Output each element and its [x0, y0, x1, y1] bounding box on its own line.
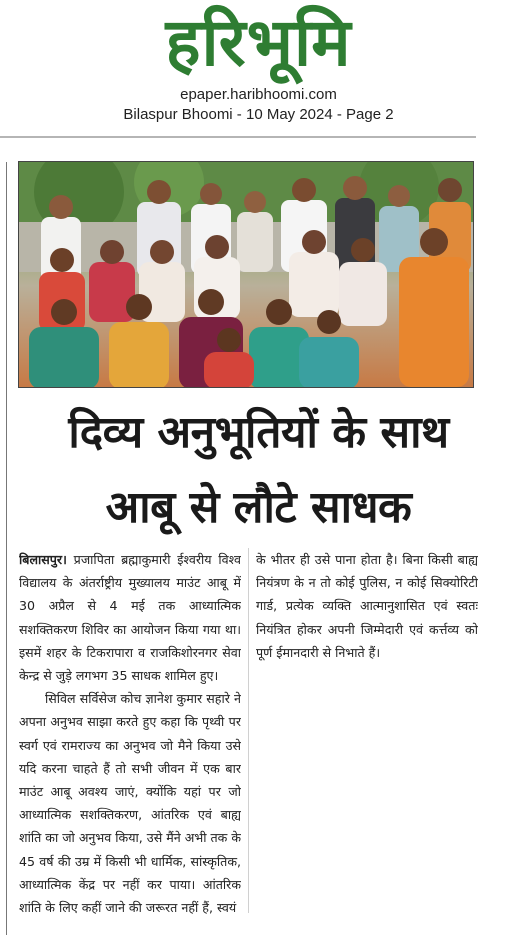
masthead	[0, 0, 517, 140]
dateline: बिलासपुर।	[19, 552, 67, 567]
paragraph-2: सिविल सर्विसेज कोच ज्ञानेश कुमार सहारे ने अपना अनुभव साझा करते हुए कहा कि पृथ्वी पर स्वर्ग एवं रामराज्य का अनुभव जो मैने किया उसे यदि करना चाहते हैं तो सभी जीवन में एक बार माउंट आबू अवश्य जाएं, क्योंकि यहां पर जो आध्यात्मिक सशक्तिकरण, आंतरिक एवं बाह्य शांति का जो अनुभव किया, उसे मैंने अभी तक के 45 वर्ष की उम्र में किसी भी धार्मिक, सांस्कृतिक, आध्यात्मिक केंद्र पर नहीं कर पाया। आंतरिक शांति के लिए कहीं जाने की जरूरत नहीं हैं, स्वयं	[19, 691, 241, 916]
paragraph-2-continued: के भीतर ही उसे पाना होता है। बिना किसी बाह्य नियंत्रण के न तो कोई पुलिस, न कोई सिक्योरिटी गार्ड, प्रत्येक व्यक्ति आत्मानुशासित एवं स्वतः नियंत्रित होकर अपनी जिम्मेदारी एवं कर्त्तव्य को पूर्ण ईमानदारी से निभाते हैं।	[256, 552, 478, 660]
paragraph-1	[19, 548, 241, 687]
column-divider	[248, 548, 249, 913]
article-column-right	[256, 548, 478, 920]
page-border	[6, 162, 7, 935]
edition-line: Bilaspur Bhoomi - 10 May 2024 - Page 2	[123, 106, 394, 123]
masthead-divider	[0, 136, 476, 138]
site-url: epaper.haribhoomi.com	[180, 86, 337, 103]
group-photo-illustration	[19, 162, 474, 388]
headline-line-2: आबू से लौटे साधक	[105, 482, 412, 533]
paragraph-1-text: प्रजापिता ब्रह्माकुमारी ईश्वरीय विश्व विद्यालय के अंतर्राष्ट्रीय मुख्यालय माउंट आबू में 30 अप्रैल से 4 मई तक आध्यात्मिक सशक्तिकरण शिविर का आयोजन किया गया था। इसमें शहर के टिकरापारा व राजकिशोरनगर सेवा केन्द्र से जुड़े लगभग 35 साधक शामिल हुए।	[19, 552, 241, 684]
newspaper-logo: हरिभूमि	[165, 4, 352, 81]
group-photo	[18, 161, 474, 388]
article-column-left	[19, 548, 241, 920]
headline-line-1: दिव्य अनुभूतियों के साथ	[68, 407, 449, 458]
